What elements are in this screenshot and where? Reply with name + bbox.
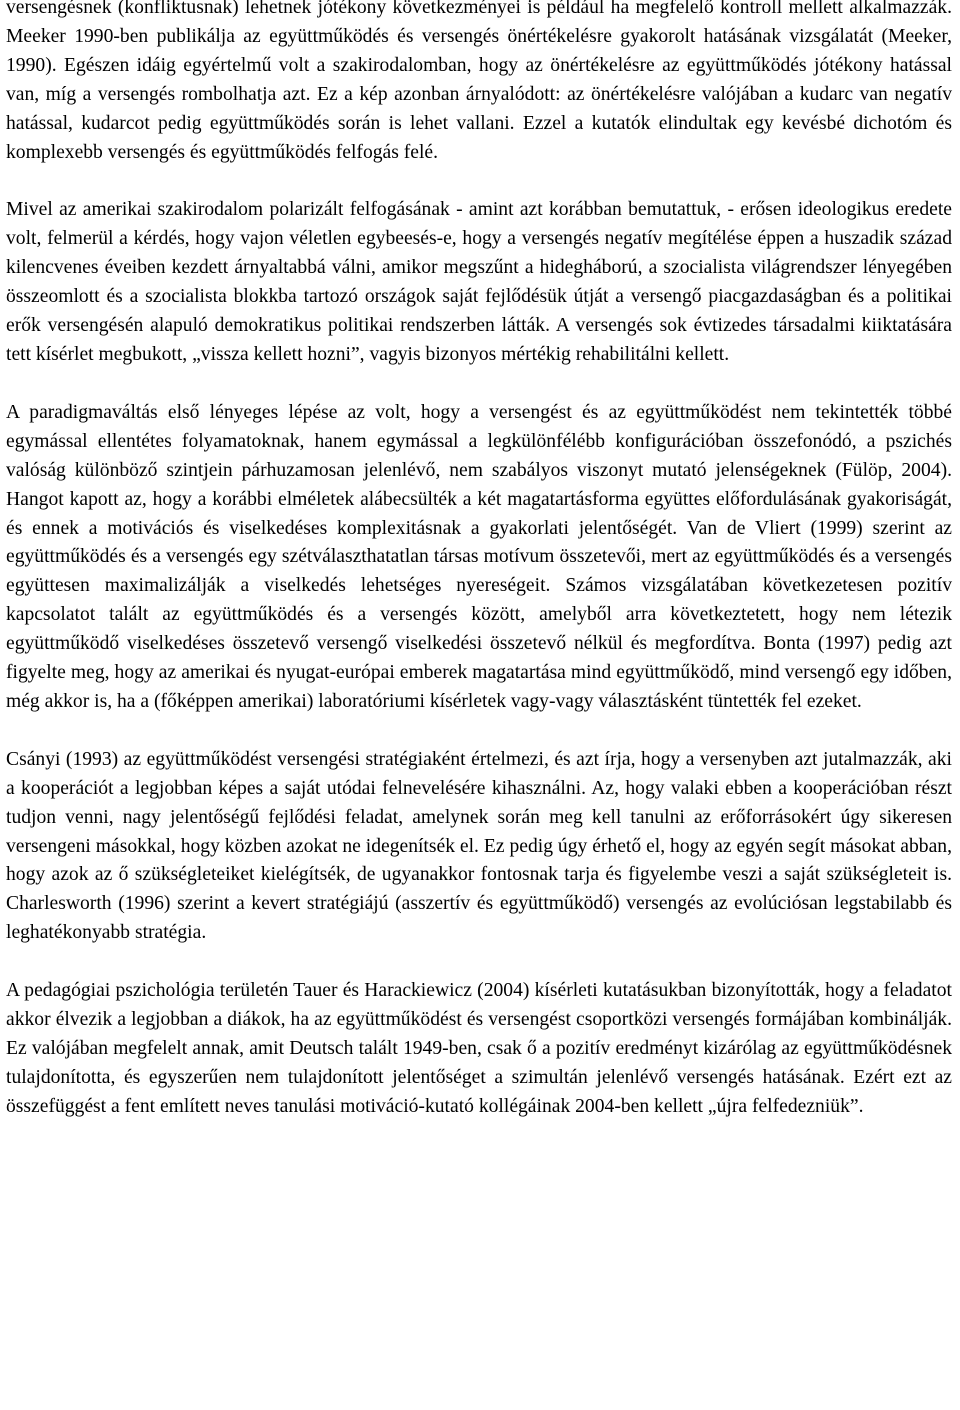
paragraph-gap bbox=[6, 370, 952, 399]
paragraph-1: versengésnek (konfliktusnak) lehetnek jótékony következményei is például ha megfelelő kontroll mellett alkalmazzák. Meeker 1990-ben publikálja az együttműködés és versengés önértékelésre gyakorolt hatásának vizsgálatát (Meeker, 1990). Egészen idáig egyértelmű volt a szakirodalomban, hogy az önértékelésre az együttműködés jótékony hatással van, míg a versengés rombolhatja azt. Ez a kép azonban árnyalódott: az önértékelésre valójában a kudarc van negatív hatással, kudarcot pedig együttműködés során is lehet vallani. Ezzel a kutatók elindultak egy kevésbé dichotóm és komplexebb versengés és együttműködés felfogás felé. bbox=[6, 0, 952, 163]
paragraph-3: A paradigmaváltás első lényeges lépése az volt, hogy a versengést és az együttműködést nem tekintették többé egymással ellentétes folyamatoknak, hanem egymással a legkülönfélébb konfigurációban összefonódó, a pszichés valóság különböző szintjein párhuzamosan jelenlévő, nem szabályos viszonyt mutató jelenségeknek (Fülöp, 2004). Hangot kapott az, hogy a korábbi elméletek alábecsülték a két magatartásforma együttes előfordulásának gyakoriságát, és ennek a motivációs és viselkedéses komplexitásnak a gyakorlati jelentőségét. Van de Vliert (1999) szerint az együttműködés és a versengés egy szétválaszthatatlan társas motívum összetevői, mert az együttműködés és a versengés együttesen maximalizálják a viselkedés lehetséges nyereségeit. Számos vizsgálatában következetesen pozitív kapcsolatot talált az együttműködés és a versengés között, amelyből arra következtetett, hogy nem létezik együttműködő viselkedéses összetevő versengő viselkedési összetevő nélkül és megfordítva. Bonta (1997) pedig azt figyelte meg, hogy az amerikai és nyugat-európai emberek magatartása mind együttműködő, mind versengő egy időben, még akkor is, ha a (főképpen amerikai) laboratóriumi kísérletek vagy-vagy választásként tüntették fel ezeket. bbox=[6, 401, 952, 712]
document-page bbox=[6, 0, 952, 1122]
paragraph-gap bbox=[6, 167, 952, 196]
paragraph-gap bbox=[6, 948, 952, 977]
paragraph-gap bbox=[6, 717, 952, 746]
paragraph-4: Csányi (1993) az együttműködést versengési stratégiaként értelmezi, és azt írja, hogy a versenyben azt jutalmazzák, aki a kooperációt a legjobban képes a saját utódai felnevelésére kihasználni. Az, hogy valaki ebben a kooperációban részt tudjon venni, nagy jelentőségű fejlődési feladat, amelynek során meg kell tanulni az erőforrásokért úgy sikeresen versengeni másokkal, hogy közben azokat ne idegenítsék el. Ez pedig úgy érhető el, hogy az egyén segít másokat abban, hogy azok az ő szükségleteiket kielégítsék, de ugyanakkor fontosnak tarja és figyelembe veszi a saját szükségleteit is. Charlesworth (1996) szerint a kevert stratégiájú (asszertív és együttműködő) versengés az evolúciósan legstabilabb és leghatékonyabb stratégia. bbox=[6, 748, 952, 944]
paragraph-2: Mivel az amerikai szakirodalom polarizált felfogásának - amint azt korábban bemutattuk, - erősen ideologikus eredete volt, felmerül a kérdés, hogy vajon véletlen egybeesés-e, hogy a versengés negatív megítélése éppen a huszadik század kilencvenes éveiben kezdett árnyaltabbá válni, amikor megszűnt a hidegháború, a szocialista világrendszer lényegében összeomlott és a szocialista blokkba tartozó országok saját fejlődésük útját a versengő piacgazdaságban és a politikai erők versengésén alapuló demokratikus politikai rendszerben látták. A versengés sok évtizedes társadalmi kiiktatására tett kísérlet megbukott, „vissza kellett hozni”, vagyis bizonyos mértékig rehabilitálni kellett. bbox=[6, 199, 952, 365]
paragraph-5: A pedagógiai pszichológia területén Tauer és Harackiewicz (2004) kísérleti kutatásukban bizonyították, hogy a feladatot akkor élvezik a legjobban a diákok, ha az együttműködést és versengést csoportközi versengés formájában kombinálják. Ez valójában megfelelt annak, amit Deutsch talált 1949-ben, csak ő a pozitív eredményt kizárólag az együttműködésnek tulajdonította, és egyszerűen nem tulajdonított jelentőséget a szimultán jelenlévő versengés hatásának. Ezért ezt az összefüggést a fent említett neves tanulási motiváció-kutató kollégáinak 2004-ben kellett „újra felfedezniük”. bbox=[6, 980, 952, 1117]
